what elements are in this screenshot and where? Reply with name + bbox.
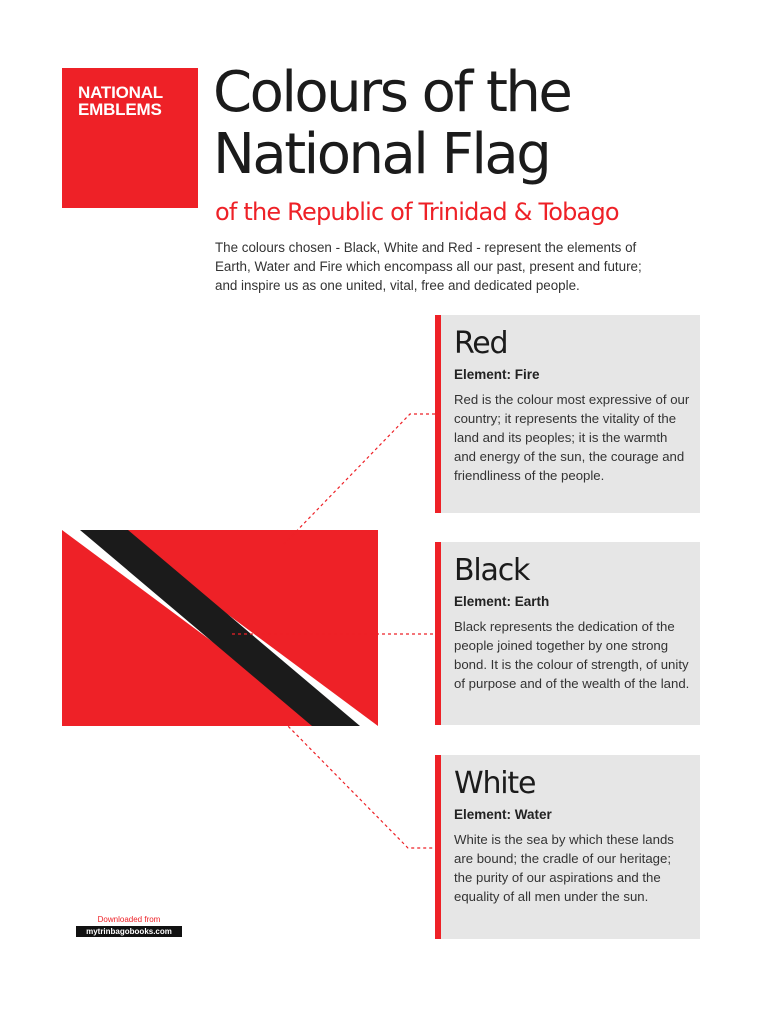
badge-text — [78, 84, 163, 118]
leader-line-red — [284, 414, 435, 544]
title-line-2: National Flag — [213, 122, 550, 187]
colour-element: Element: Earth — [454, 594, 550, 609]
colour-element: Element: Fire — [454, 367, 540, 382]
download-site-link[interactable]: mytrinbagobooks.com — [76, 926, 182, 937]
colour-name: Red — [454, 326, 508, 361]
national-emblems-badge — [62, 68, 198, 208]
trinidad-tobago-flag — [62, 530, 378, 726]
colour-panel-white — [435, 755, 700, 939]
colour-panel-black — [435, 542, 700, 725]
title-line-1: Colours of the — [213, 60, 571, 125]
download-credit — [76, 915, 182, 937]
download-label: Downloaded from — [97, 915, 161, 924]
colour-name: White — [454, 766, 536, 801]
intro-paragraph: The colours chosen - Black, White and Red - represent the elements of Earth, Water and Fire which encompass all our past, present and future; and inspire us as one united, vital, free and dedicated people. — [215, 240, 642, 293]
colour-name: Black — [454, 553, 530, 588]
colour-element: Element: Water — [454, 807, 552, 822]
leader-line-white — [284, 722, 435, 848]
colour-panel-red — [435, 315, 700, 513]
colour-description: Red is the colour most expressive of our country; it represents the vitality of the land and its peoples; it is the warmth and energy of the sun, the courage and friendliness of the people. — [454, 392, 690, 483]
page-subtitle: of the Republic of Trinidad & Tobago — [215, 198, 619, 226]
page-title — [213, 62, 570, 186]
colour-description: Black represents the dedication of the people joined together by one strong bond. It is the colour of strength, of unity of purpose and of the wealth of the land. — [454, 619, 690, 691]
colour-description: White is the sea by which these lands are bound; the cradle of our heritage; the purity of our aspirations and the equality of all men under the sun. — [454, 832, 674, 904]
badge-line-2: EMBLEMS — [78, 100, 162, 119]
badge-line-1: NATIONAL — [78, 83, 163, 102]
